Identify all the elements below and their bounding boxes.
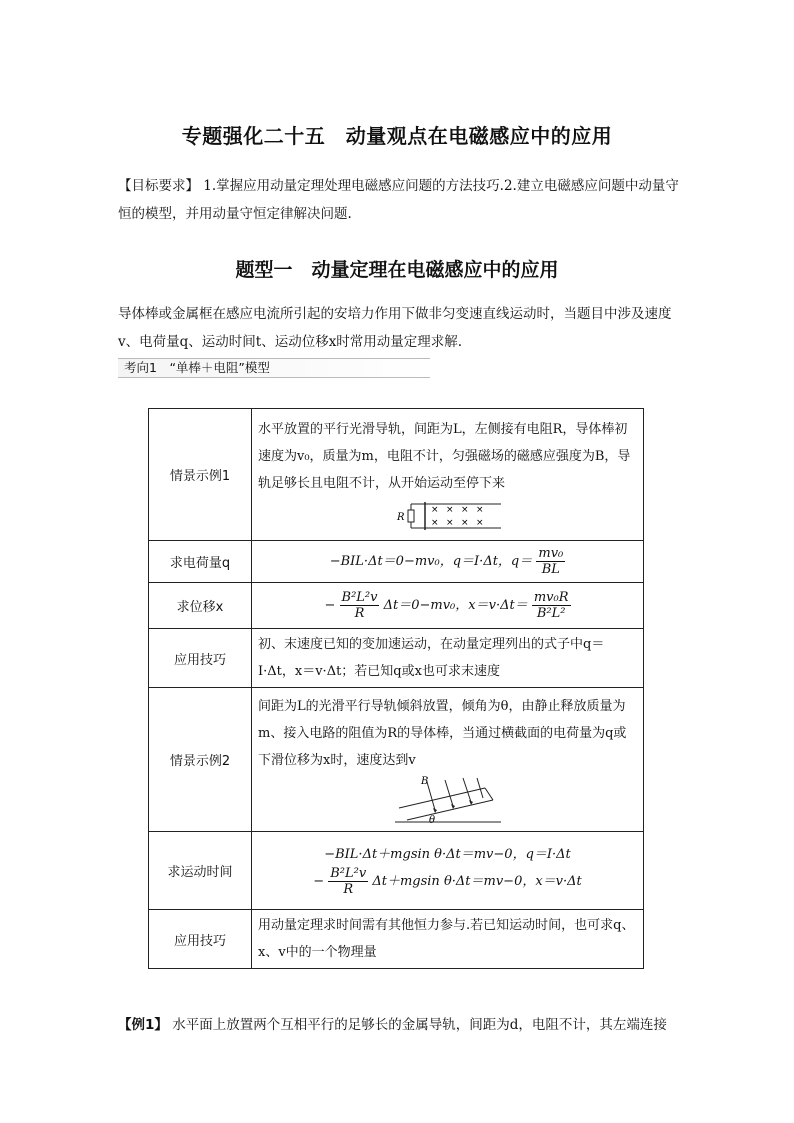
row-content	[252, 688, 644, 832]
section-title: 题型一 动量定理在电磁感应中的应用	[235, 259, 559, 281]
incline-figure	[393, 776, 503, 826]
equation-text: Δt＝0−mv₀，x＝v·Δt＝	[383, 598, 528, 613]
field-mark: ×	[445, 505, 454, 515]
field-mark: ×	[475, 518, 484, 528]
row-label: 情景示例1	[149, 409, 252, 541]
fraction	[536, 546, 565, 577]
field-mark: ×	[475, 505, 484, 515]
table-row	[149, 541, 644, 583]
scenario-text: 间距为L的光滑平行导轨倾斜放置，倾角为θ，由静止释放质量为m、接入电路的阻值为R的导体棒，当通过横截面的电荷量为q或下滑位移为x时，速度达到v	[258, 699, 627, 768]
scenario-text: 水平放置的平行光滑导轨，间距为L，左侧接有电阻R，导体棒初速度为v₀，质量为m，电阻不计，匀强磁场的磁感应强度为B，导轨足够长且电阻不计，从开始运动至停下来	[258, 422, 631, 491]
field-mark: ×	[430, 505, 439, 515]
equation-line: − $\frac{\text{B²L²v}}{R}$ Δt＋mgsin θ·Δt＝mv−0，x＝v·Δt	[313, 866, 582, 897]
example-text: 水平面上放置两个互相平行的足够长的金属导轨，间距为d，电阻不计，其左端连接	[172, 1017, 667, 1033]
fig-theta-label: θ	[428, 815, 435, 826]
row-label: 情景示例2	[149, 688, 252, 832]
denominator: B²L²	[536, 606, 566, 621]
page-title: 专题强化二十五 动量观点在电磁感应中的应用	[181, 124, 613, 148]
row-label: 求运动时间	[149, 832, 252, 910]
example-paragraph	[118, 1014, 688, 1036]
table-row	[149, 583, 644, 629]
numerator: mv₀	[538, 546, 564, 561]
direction-label: 考向1 “单棒＋电阻”模型	[124, 360, 270, 375]
denominator: R	[354, 606, 365, 621]
row-label: 应用技巧	[149, 910, 252, 969]
direction-banner	[118, 358, 430, 378]
technique-text: 用动量定理求时间需有其他恒力参与.若已知运动时间，也可求q、x、v中的一个物理量	[252, 910, 644, 969]
numerator: mv₀R	[533, 590, 569, 605]
time-equation	[252, 832, 644, 910]
table-row	[149, 629, 644, 688]
example-tag: 【例1】	[118, 1017, 168, 1033]
field-mark: ×	[445, 518, 454, 528]
technique-text: 初、末速度已知的变加速运动，在动量定理列出的式子中q＝I·Δt，x＝v·Δt；若已知q或x也可求末速度	[252, 629, 644, 688]
field-mark: ×	[430, 518, 439, 528]
denominator: R	[343, 882, 354, 897]
rail-resistor-figure	[393, 499, 503, 533]
row-label: 应用技巧	[149, 629, 252, 688]
goal-text: 1.掌握应用动量定理处理电磁感应问题的方法技巧.2.建立电磁感应问题中动量守恒的模型，并用动量守恒定律解决问题.	[118, 178, 679, 222]
field-mark: ×	[460, 518, 469, 528]
intro-paragraph: 导体棒或金属框在感应电流所引起的安培力作用下做非匀变速直线运动时，当题目中涉及速度v、电荷量q、运动时间t、运动位移x时常用动量定理求解.	[118, 306, 672, 350]
displacement-equation: − $\frac{\text{B²L²v}}{R}$ Δt＝0−mv₀，x＝v·Δt＝ $\frac{\text{mv₀R}}{\text{B²L²}}$	[252, 583, 644, 629]
goal-tag: 【目标要求】	[118, 178, 199, 194]
table-row	[149, 409, 644, 541]
denominator: BL	[541, 562, 560, 577]
fig-b-label: B	[420, 776, 428, 787]
charge-equation	[252, 541, 644, 583]
fraction	[328, 866, 368, 897]
method-table	[148, 408, 644, 969]
table-row	[149, 910, 644, 969]
equation-text: −BIL·Δt＝0−mv₀，q＝I·Δt，q＝	[329, 554, 533, 569]
fraction	[532, 590, 571, 621]
table-row	[149, 832, 644, 910]
equation-line: −BIL·Δt＋mgsin θ·Δt＝mv−0，q＝I·Δt	[324, 847, 571, 862]
row-content	[252, 409, 644, 541]
row-label: 求电荷量q	[149, 541, 252, 583]
row-label: 求位移x	[149, 583, 252, 629]
numerator: B²L²v	[330, 866, 367, 881]
equation-text: Δt＋mgsin θ·Δt＝mv−0，x＝v·Δt	[372, 874, 582, 889]
goal-paragraph	[118, 172, 683, 228]
table-row	[149, 688, 644, 832]
field-mark: ×	[460, 505, 469, 515]
fraction	[340, 590, 380, 621]
numerator: B²L²v	[341, 590, 378, 605]
fig-r-label: R	[396, 512, 405, 523]
